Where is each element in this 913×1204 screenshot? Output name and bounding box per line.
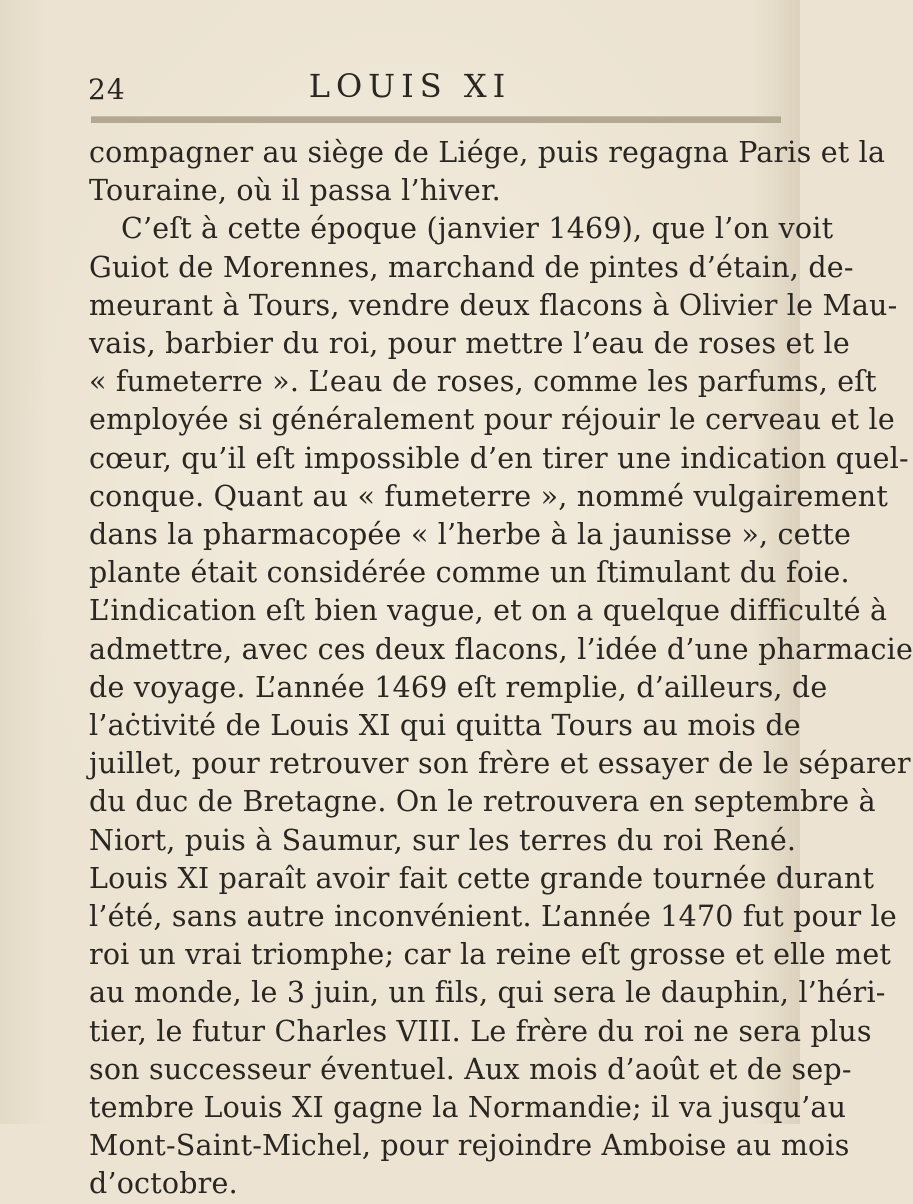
text-line: cœur, qu’il eſt impossible d’en tirer une indication quel-: [89, 441, 909, 475]
text-line: plante était considérée comme un ſtimulant du foie.: [89, 556, 850, 590]
text-line: son successeur éventuel. Aux mois d’août et de sep-: [89, 1052, 852, 1086]
text-line: l’été, sans autre inconvénient. L’année 1470 fut pour le: [89, 900, 897, 934]
text-line: l’aċtivité de Louis XI qui quitta Tours au mois de: [89, 709, 801, 743]
text-line: employée si généralement pour réjouir le cerveau et le: [89, 403, 895, 437]
header-rule: [91, 116, 781, 123]
text-line: du duc de Bretagne. On le retrouvera en septembre à: [89, 785, 876, 819]
text-line: Guiot de Morennes, marchand de pintes d’étain, de-: [89, 250, 854, 284]
text-line: C’eſt à cette époque (janvier 1469), que l’on voit: [121, 212, 834, 246]
text-line: roi un vrai triomphe; car la reine eſt grosse et elle met: [89, 938, 892, 972]
text-line: Louis XI paraît avoir fait cette grande tournée durant: [89, 861, 875, 895]
text-line: conque. Quant au « fumeterre », nommé vulgairement: [89, 479, 888, 513]
text-line: admettre, avec ces deux flacons, l’idée d’une pharmacie: [89, 632, 913, 666]
text-line: de voyage. L’année 1469 eſt remplie, d’ailleurs, de: [89, 670, 828, 704]
text-line: compagner au siège de Liége, puis regagna Paris et la: [89, 136, 886, 169]
text-line: vais, barbier du roi, pour mettre l’eau de roses et le: [89, 327, 850, 361]
text-line: juillet, pour retrouver son frère et essayer de le séparer: [89, 747, 911, 781]
running-title: LOUIS XI: [308, 67, 512, 105]
body-text: [89, 134, 913, 1204]
text-line: Mont-Saint-Michel, pour rejoindre Amboise au mois: [89, 1129, 850, 1163]
text-line: d’octobre.: [89, 1167, 238, 1201]
text-line: L’indication eſt bien vague, et on a quelque difficulté à: [89, 594, 888, 628]
text-line: Niort, puis à Saumur, sur les terres du roi René.: [89, 823, 797, 857]
text-line: tier, le futur Charles VIII. Le frère du roi ne sera plus: [89, 1014, 872, 1048]
text-line: meurant à Tours, vendre deux flacons à Olivier le Mau-: [89, 288, 898, 322]
text-line: au monde, le 3 juin, un fils, qui sera le dauphin, l’héri-: [89, 976, 886, 1010]
page-number: 24: [88, 73, 126, 106]
text-line: « fumeterre ». L’eau de roses, comme les parfums, eſt: [89, 365, 877, 399]
text-line: dans la pharmacopée « l’herbe à la jaunisse », cette: [89, 518, 852, 552]
text-line: tembre Louis XI gagne la Normandie; il va jusqu’au: [89, 1091, 847, 1125]
text-line: Touraine, où il passa l’hiver.: [89, 174, 501, 208]
